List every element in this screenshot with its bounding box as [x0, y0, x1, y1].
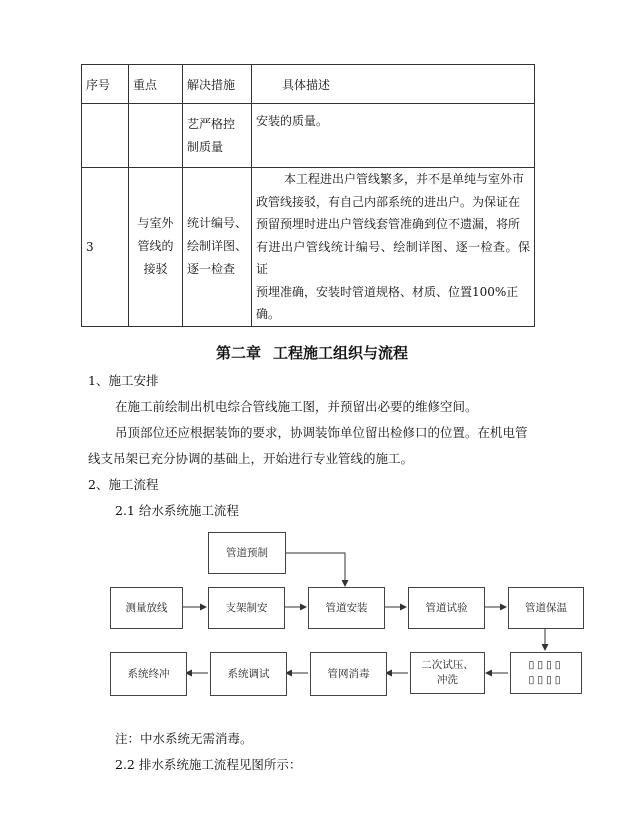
desc-line: 确。 — [256, 307, 281, 321]
header-no: 序号 — [82, 65, 129, 104]
flow-step: ▯▯▯▯ ▯▯▯▯ — [510, 652, 582, 694]
arrow — [285, 553, 345, 586]
chapter-number: 第二章 — [215, 344, 261, 362]
paragraph: 在施工前绘制出机电综合管线施工图，并预留出必要的维修空间。 — [115, 399, 478, 414]
subsection-heading: 2.1 给水系统施工流程 — [115, 503, 239, 518]
paragraph: 线支吊架已充分协调的基础上，开始进行专业管线的施工。 — [88, 451, 414, 466]
cell-line: 制质量 — [187, 139, 224, 154]
flow-step: 支架制安 — [208, 587, 285, 629]
note-text: 注：中水系统无需消毒。 — [115, 731, 253, 746]
flow-step: 二次试压、冲洗 — [410, 652, 485, 694]
subsection-heading: 2.2 排水系统施工流程见图所示： — [115, 757, 302, 772]
desc-line: 政管线接驳，有自己内部系统的进出户。为保证在 — [256, 194, 521, 209]
cell-description: 安装的质量。 — [252, 104, 535, 168]
flow-step: 管道保温 — [508, 587, 584, 629]
section-heading: 1、施工安排 — [88, 373, 159, 388]
flow-step: 测量放线 — [110, 587, 183, 629]
cell-line: 绘制详图、 — [187, 239, 248, 254]
header-description: 具体描述 — [252, 65, 535, 104]
flow-step: 管道安装 — [308, 587, 385, 629]
flow-step: 管网消毒 — [310, 652, 387, 696]
cell-line: 逐一检查 — [187, 262, 236, 277]
desc-line: 预埋准确，安装时管道规格、材质、位置100%正 — [256, 284, 519, 299]
flow-step: 系统终冲 — [110, 652, 187, 696]
header-focus: 重点 — [129, 65, 183, 104]
cell-line: 管线的 — [137, 239, 174, 254]
cell-line: 与室外 — [137, 216, 174, 231]
flow-step-pipe-prefab: 管道预制 — [208, 532, 286, 574]
paragraph: 吊顶部位还应根据装饰的要求，协调装饰单位留出检修口的位置。在机电管 — [115, 425, 528, 440]
cell-line: 接驳 — [143, 262, 168, 277]
flow-step: 系统调试 — [210, 652, 287, 696]
cell-line: 艺严格控 — [187, 116, 236, 131]
cell-line: 统计编号、 — [187, 216, 248, 231]
desc-line: 预留预埋时进出户管线套管准确到位不遗漏，将所 — [256, 217, 521, 231]
cell-no: 3 — [82, 168, 129, 327]
desc-line: 本工程进出户管线繁多，并不是单纯与室外市 — [284, 172, 525, 186]
section-heading: 2、施工流程 — [88, 477, 159, 492]
header-measure: 解决措施 — [183, 65, 252, 104]
chapter-title: 工程施工组织与流程 — [273, 344, 409, 362]
desc-line: 有进出户管线统计编号、绘制详图、逐一检查。保证 — [256, 239, 530, 276]
flow-step: 管道试验 — [408, 587, 485, 629]
